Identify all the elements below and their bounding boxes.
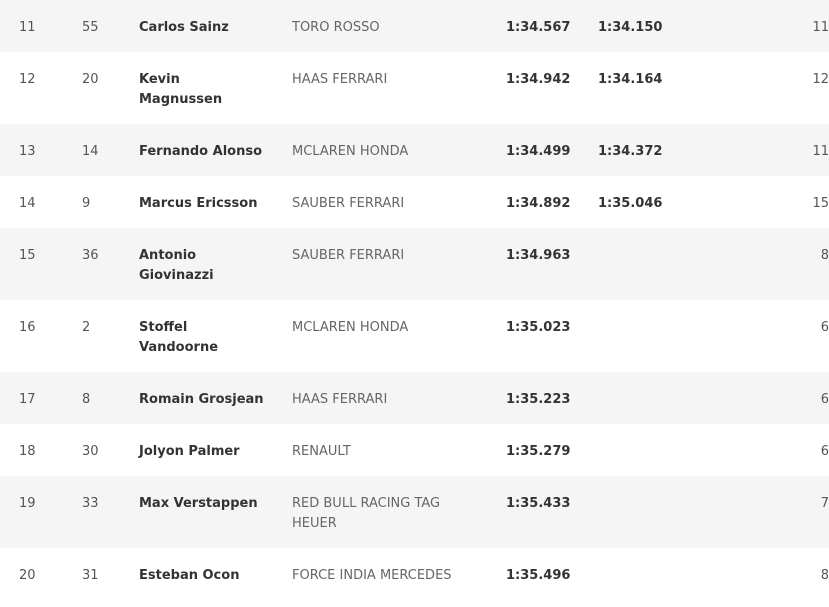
team-name-line: TORO ROSSO — [292, 20, 380, 35]
team-name-line: MCLAREN HONDA — [292, 320, 409, 335]
driver-name — [139, 318, 292, 358]
driver-name — [139, 494, 292, 514]
driver-name-line: Magnussen — [139, 92, 223, 107]
table-row — [0, 0, 829, 52]
table-row — [0, 372, 829, 424]
laps-cell: 6 — [820, 392, 829, 407]
table-row — [0, 176, 829, 228]
q1-time: 1:35.496 — [506, 568, 571, 583]
car-number-cell: 8 — [82, 392, 91, 407]
team-name — [292, 194, 506, 214]
team-name — [292, 494, 506, 534]
table-row — [0, 548, 829, 600]
car-number-cell: 36 — [82, 248, 99, 263]
team-name-line: RED BULL RACING TAG — [292, 496, 441, 511]
q1-time: 1:35.279 — [506, 444, 571, 459]
driver-name — [139, 442, 292, 462]
q1-time: 1:34.963 — [506, 248, 571, 263]
laps-cell: 12 — [812, 72, 829, 87]
position-cell: 12 — [19, 72, 36, 87]
table-row — [0, 124, 829, 176]
q2-time: 1:35.046 — [598, 196, 663, 211]
car-number-cell: 14 — [82, 144, 99, 159]
driver-name-line: Vandoorne — [139, 340, 219, 355]
car-number-cell: 20 — [82, 72, 99, 87]
laps-cell: 8 — [820, 248, 829, 263]
table-row — [0, 476, 829, 548]
driver-name-line: Romain Grosjean — [139, 392, 264, 407]
team-name — [292, 318, 506, 338]
laps-cell: 6 — [820, 444, 829, 459]
driver-name — [139, 566, 292, 586]
driver-name-line: Giovinazzi — [139, 268, 214, 283]
q1-time: 1:34.942 — [506, 72, 571, 87]
position-cell: 18 — [19, 444, 36, 459]
team-name-line: FORCE INDIA MERCEDES — [292, 568, 452, 583]
driver-name — [139, 142, 292, 162]
driver-name-line: Esteban Ocon — [139, 568, 240, 583]
q2-time: 1:34.164 — [598, 72, 663, 87]
position-cell: 11 — [19, 20, 36, 35]
car-number-cell: 9 — [82, 196, 91, 211]
driver-name-line: Jolyon Palmer — [139, 444, 240, 459]
car-number-cell: 33 — [82, 496, 99, 511]
position-cell: 14 — [19, 196, 36, 211]
position-cell: 20 — [19, 568, 36, 583]
q1-time: 1:35.223 — [506, 392, 571, 407]
q2-time: 1:34.150 — [598, 20, 663, 35]
driver-name-line: Fernando Alonso — [139, 144, 262, 159]
laps-cell: 15 — [812, 196, 829, 211]
team-name — [292, 390, 506, 410]
team-name-line: HAAS FERRARI — [292, 392, 388, 407]
q1-time: 1:35.023 — [506, 320, 571, 335]
q2-time: 1:34.372 — [598, 144, 663, 159]
team-name-line: HAAS FERRARI — [292, 72, 388, 87]
laps-cell: 11 — [812, 144, 829, 159]
position-cell: 13 — [19, 144, 36, 159]
driver-name — [139, 390, 292, 410]
team-name-line: MCLAREN HONDA — [292, 144, 409, 159]
car-number-cell: 55 — [82, 20, 99, 35]
driver-name-line: Marcus Ericsson — [139, 196, 258, 211]
team-name — [292, 18, 506, 38]
driver-name-line: Carlos Sainz — [139, 20, 229, 35]
driver-name-line: Kevin — [139, 72, 180, 87]
position-cell: 17 — [19, 392, 36, 407]
q1-time: 1:34.567 — [506, 20, 571, 35]
team-name-line: SAUBER FERRARI — [292, 196, 405, 211]
laps-cell: 11 — [812, 20, 829, 35]
q1-time: 1:34.499 — [506, 144, 571, 159]
team-name — [292, 442, 506, 462]
q1-time: 1:34.892 — [506, 196, 571, 211]
team-name — [292, 566, 506, 586]
car-number-cell: 31 — [82, 568, 99, 583]
laps-cell: 8 — [820, 568, 829, 583]
table-row — [0, 228, 829, 300]
driver-name — [139, 194, 292, 214]
team-name — [292, 142, 506, 162]
driver-name — [139, 18, 292, 38]
team-name-line: HEUER — [292, 516, 337, 531]
laps-cell: 7 — [820, 496, 829, 511]
team-name-line: SAUBER FERRARI — [292, 248, 405, 263]
position-cell: 19 — [19, 496, 36, 511]
position-cell: 15 — [19, 248, 36, 263]
table-row — [0, 52, 829, 124]
car-number-cell: 30 — [82, 444, 99, 459]
laps-cell: 6 — [820, 320, 829, 335]
team-name-line: RENAULT — [292, 444, 351, 459]
driver-name-line: Stoffel — [139, 320, 188, 335]
table-row — [0, 424, 829, 476]
team-name — [292, 70, 506, 90]
q1-time: 1:35.433 — [506, 496, 571, 511]
table-row — [0, 300, 829, 372]
team-name — [292, 246, 506, 266]
car-number-cell: 2 — [82, 320, 91, 335]
driver-name — [139, 70, 292, 110]
driver-name — [139, 246, 292, 286]
driver-name-line: Max Verstappen — [139, 496, 258, 511]
position-cell: 16 — [19, 320, 36, 335]
driver-name-line: Antonio — [139, 248, 197, 263]
